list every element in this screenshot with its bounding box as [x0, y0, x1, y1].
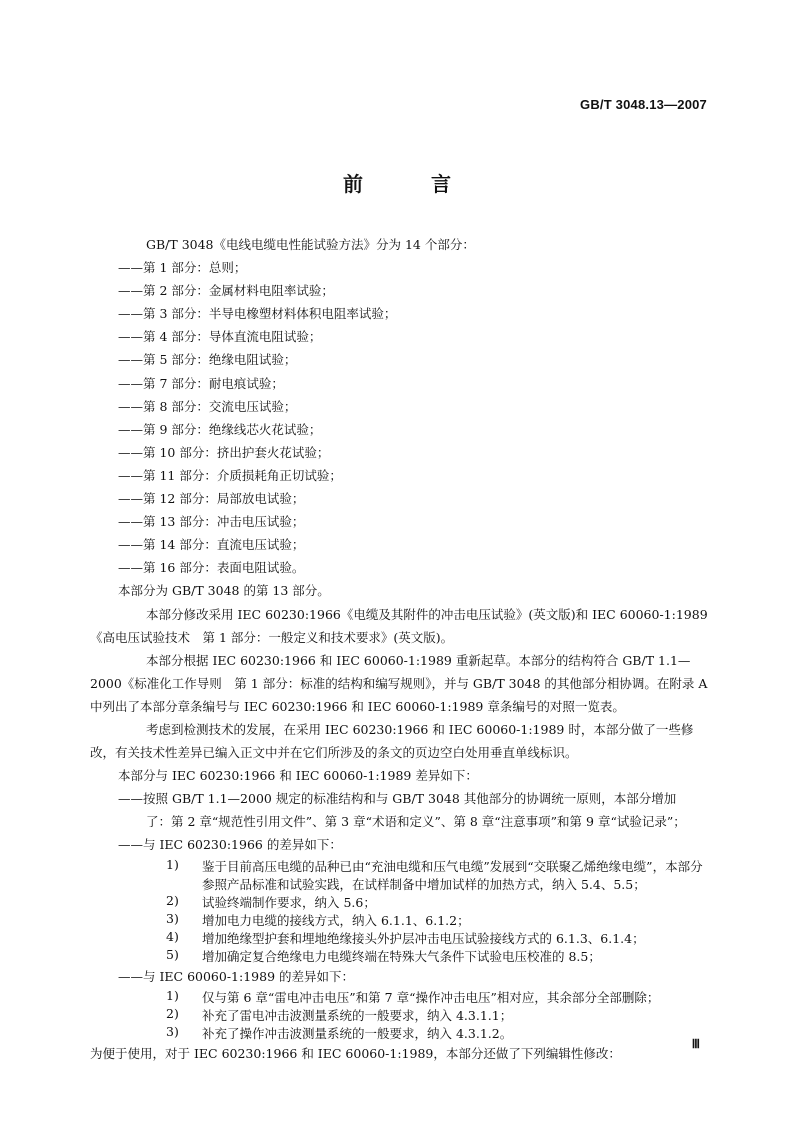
- list-item-text: 增加电力电缆的接线方式，纳入 6.1.1、6.1.2；: [202, 912, 470, 928]
- part-item: ——第 4 部分：导体直流电阻试验；: [118, 329, 322, 345]
- list-item-text: 试验终端制作要求，纳入 5.6；: [202, 894, 376, 910]
- list-item-text: 仅与第 6 章“雷电冲击电压”和第 7 章“操作冲击电压”相对应，其余部分全部删除；: [202, 989, 660, 1005]
- paragraph-part-statement: 本部分为 GB/T 3048 的第 13 部分。: [118, 583, 330, 599]
- part-item: ——第 11 部分：介质损耗角正切试验；: [118, 467, 342, 483]
- difference-iec60060-heading: ——与 IEC 60060-1:1989 的差异如下：: [118, 968, 355, 984]
- difference-structure-cont: 了：第 2 章“规范性引用文件”、第 3 章“术语和定义”、第 8 章“注意事项”和第 9 章“试验记录”；: [146, 814, 686, 830]
- part-item: ——第 12 部分：局部放电试验；: [118, 491, 305, 507]
- list-item: [118, 1024, 708, 1042]
- list-item-number: 3): [166, 1023, 179, 1039]
- list-item-number: 1): [166, 987, 179, 1003]
- standard-code: GB/T 3048.13—2007: [580, 97, 707, 112]
- list-item-text: 补充了雷电冲击波测量系统的一般要求，纳入 4.3.1.1；: [202, 1007, 513, 1023]
- part-item: ——第 14 部分：直流电压试验；: [118, 537, 305, 553]
- page-title: 前 言: [343, 172, 475, 196]
- paragraph-drafting: 本部分根据 IEC 60230:1966 和 IEC 60060-1:1989 重新起草。本部分的结构符合 GB/T 1.1—2000《标准化工作导则 第 1 部分：标准的结构和编写规则》，并与 GB/T 3048 的其他部分相协调。在附录 A 中列出了本部分章条编号与 IEC 60230:1966 和 IEC 60060-1:1989 章条编号的对照一览表。: [90, 652, 708, 714]
- part-item: ——第 5 部分：绝缘电阻试验；: [118, 352, 297, 368]
- paragraph-adoption: 本部分修改采用 IEC 60230:1966《电缆及其附件的冲击电压试验》(英文版)和 IEC 60060-1:1989《高电压试验技术 第 1 部分：一般定义和技术要求》(英文版)。: [90, 606, 708, 645]
- part-item: ——第 9 部分：绝缘线芯火花试验；: [118, 421, 322, 437]
- part-item: ——第 7 部分：耐电痕试验；: [118, 375, 284, 391]
- paragraph-modifications: 考虑到检测技术的发展，在采用 IEC 60230:1966 和 IEC 60060-1:1989 时，本部分做了一些修改，有关技术性差异已编入正文中并在它们所涉及的条文的页边空白处用垂直单线标识。: [90, 721, 694, 761]
- part-item: ——第 1 部分：总则；: [118, 260, 247, 276]
- intro-line: GB/T 3048《电线电缆电性能试验方法》分为 14 个部分：: [146, 237, 475, 252]
- list-item: [118, 929, 708, 947]
- list-item-number: 3): [166, 910, 179, 926]
- part-item: ——第 10 部分：挤出护套火花试验；: [118, 444, 330, 460]
- part-item: ——第 16 部分：表面电阻试验。: [118, 560, 305, 576]
- part-item: ——第 8 部分：交流电压试验；: [118, 398, 297, 414]
- paragraph-differences: 本部分与 IEC 60230:1966 和 IEC 60060-1:1989 差异如下：: [118, 768, 478, 784]
- part-item: ——第 2 部分：金属材料电阻率试验；: [118, 283, 334, 299]
- list-item-number: 5): [166, 946, 179, 962]
- part-item: ——第 13 部分：冲击电压试验；: [118, 514, 305, 530]
- list-item: [118, 893, 708, 911]
- list-item-number: 2): [166, 1005, 179, 1021]
- list-item-text: 增加确定复合绝缘电力电缆终端在特殊大气条件下试验电压校准的 8.5；: [202, 948, 601, 964]
- list-item-number: 4): [166, 928, 179, 944]
- list-item: [118, 857, 708, 893]
- list-item: [118, 988, 708, 1006]
- part-item: ——第 3 部分：半导电橡塑材料体积电阻率试验；: [118, 306, 397, 322]
- page-number: Ⅲ: [691, 1037, 700, 1051]
- list-item-number: 2): [166, 892, 179, 908]
- list-item-text: 增加绝缘型护套和埋地绝缘接头外护层冲击电压试验接线方式的 6.1.3、6.1.4；: [202, 930, 645, 946]
- list-item: [118, 1006, 708, 1024]
- difference-structure: ——按照 GB/T 1.1—2000 规定的标准结构和与 GB/T 3048 其他部分的协调统一原则，本部分增加: [118, 791, 677, 807]
- list-item: [118, 947, 708, 965]
- foreword-body: [90, 233, 708, 1065]
- list-item-number: 1): [166, 856, 179, 872]
- list-item-text: 鉴于目前高压电缆的品种已由“充油电缆和压气电缆”发展到“交联聚乙烯绝缘电缆”，本部分参照产品标准和试验实践，在试样制备中增加试样的加热方式，纳入 5.4、5.5；: [202, 858, 703, 892]
- paragraph-editorial: 为便于使用，对于 IEC 60230:1966 和 IEC 60060-1:1989，本部分还做了下列编辑性修改：: [90, 1045, 621, 1061]
- list-item-text: 补充了操作冲击波测量系统的一般要求，纳入 4.3.1.2。: [202, 1025, 513, 1041]
- difference-iec60230-heading: ——与 IEC 60230:1966 的差异如下：: [118, 837, 342, 853]
- list-item: [118, 911, 708, 929]
